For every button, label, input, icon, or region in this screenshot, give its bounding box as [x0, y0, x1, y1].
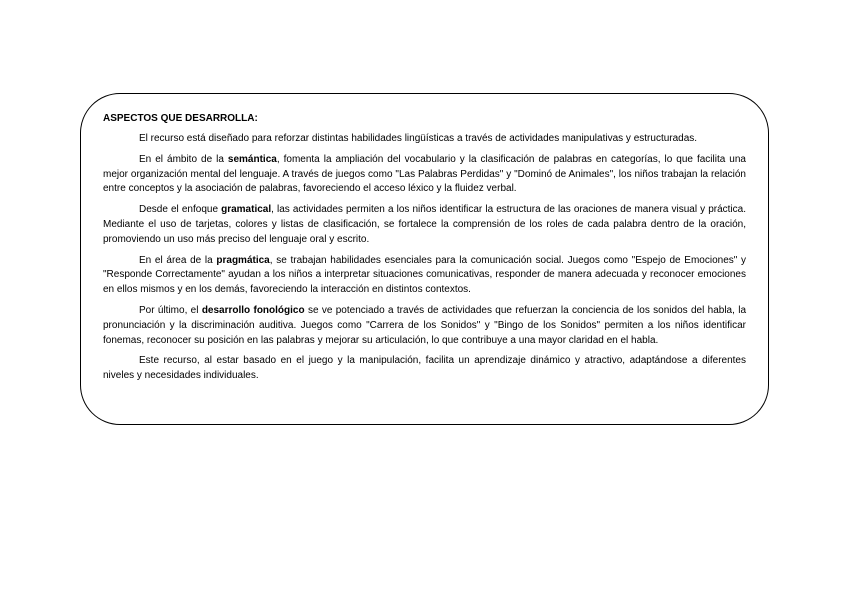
grammar-keyword: gramatical [221, 204, 272, 216]
semantics-keyword: semántica [227, 153, 277, 165]
grammar-text-before: Desde el enfoque [139, 204, 222, 216]
pragmatics-text-before: En el área de la [139, 254, 217, 266]
grammar-paragraph [103, 203, 746, 247]
phonology-paragraph [103, 304, 746, 348]
pragmatics-keyword: pragmática [216, 254, 270, 266]
grammar-text-after: , las actividades permiten a los niños identificar la estructura de las oraciones de manera visual y práctica. Mediante el uso de tarjetas, colores y listas de clasificación, se fortalece la comprensión de los roles de cada palabra dentro de la oración, promoviendo un uso más preciso del lenguaje oral y escrito. [103, 204, 746, 245]
phonology-text-after: se ve potenciado a través de actividades que refuerzan la conciencia de los sonidos del habla, la pronunciación y la discriminación auditiva. Juegos como "Carrera de los Sonidos" y "Bingo de los Sonidos" permiten a los niños identificar fonemas, reconocer su posición en las palabras y mejorar su articulación, lo que contribuye a una mayor claridad en el habla. [103, 304, 747, 346]
phonology-text-before: Por último, el [139, 304, 202, 316]
semantics-text-after: , fomenta la ampliación del vocabulario y la clasificación de palabras en categorías, lo que facilita una mejor organización mental del lenguaje. A través de juegos como "Las Palabras Perdidas" y "Dominó de Animales", los niños trabajan la relación entre conceptos y la asociación de palabras, favoreciendo el acceso léxico y la fluidez verbal. [103, 153, 746, 195]
section-heading: ASPECTOS QUE DESARROLLA: [103, 113, 258, 124]
semantics-paragraph [103, 153, 746, 197]
pragmatics-paragraph [103, 254, 746, 298]
phonology-keyword: desarrollo fonológico [201, 304, 305, 316]
semantics-text-before: En el ámbito de la [139, 153, 228, 165]
pragmatics-text-after: , se trabajan habilidades esenciales para la comunicación social. Juegos como "Espejo de Emociones" y "Responde Correctamente" ayudan a los niños a interpretar situaciones comunicativas, responder de manera adecuada y reconocer emociones en ellos mismos y en los demás, favoreciendo la interacción en distintos contextos. [103, 254, 746, 296]
intro-paragraph: El recurso está diseñado para reforzar distintas habilidades lingüísticas a través de actividades manipulativas y estructuradas. [139, 133, 698, 144]
closing-paragraph: Este recurso, al estar basado en el juego y la manipulación, facilita un aprendizaje dinámico y atractivo, adaptándose a diferentes niveles y necesidades individuales. [103, 355, 746, 382]
rounded-text-box [80, 93, 769, 425]
